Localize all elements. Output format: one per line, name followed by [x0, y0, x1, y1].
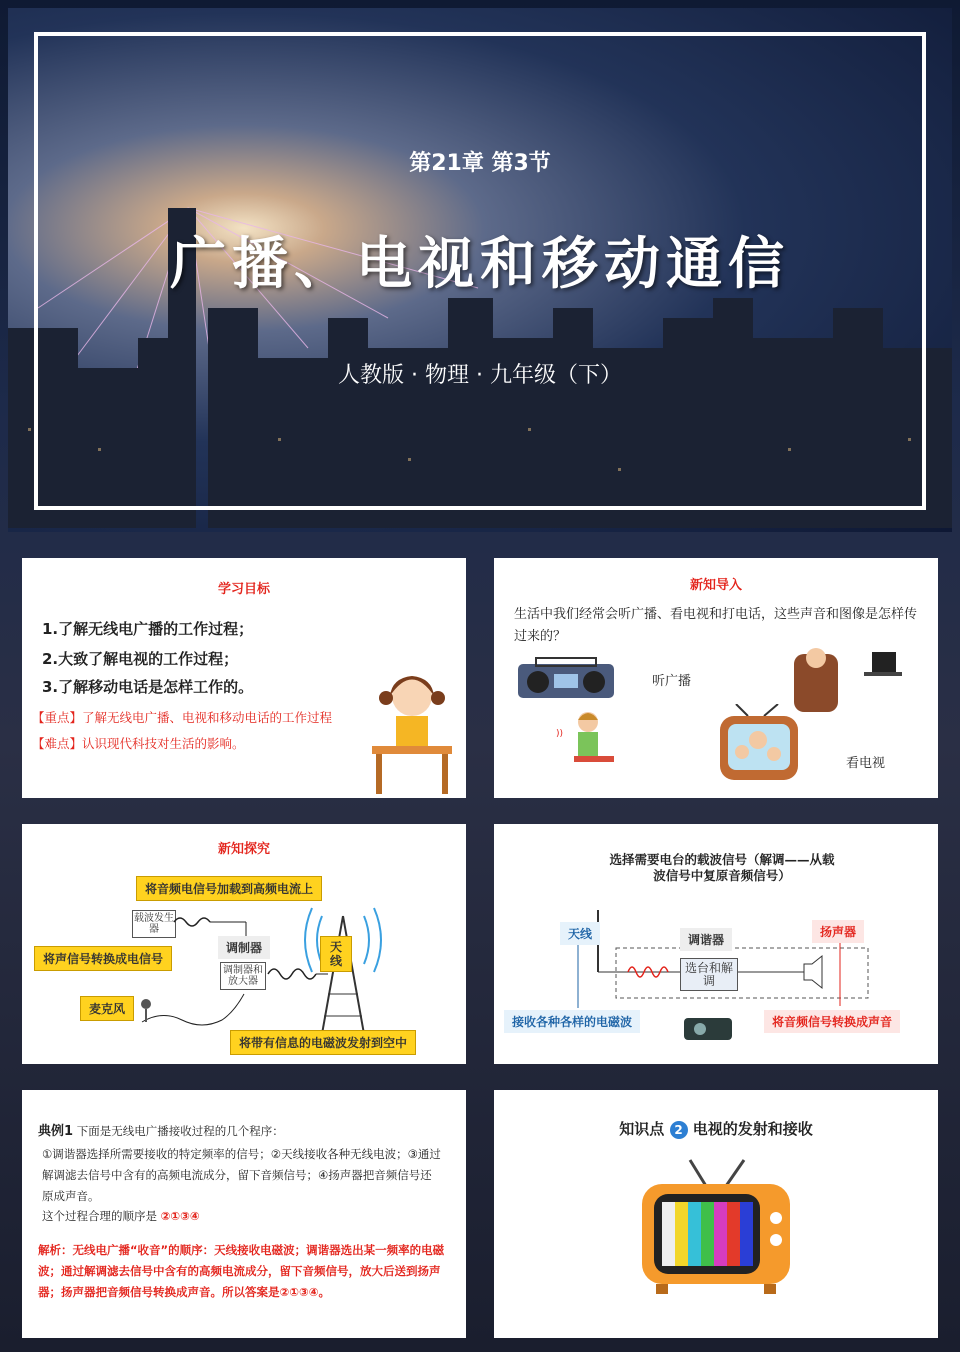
student-illustration	[362, 668, 462, 798]
kp-prefix: 知识点	[619, 1120, 665, 1138]
family-tv-icon	[792, 644, 902, 714]
svg-text:)): ))	[556, 729, 564, 739]
kp-title: 电视的发射和接收	[692, 1120, 813, 1138]
slide-transmission	[22, 824, 466, 1064]
label-emit-wave: 将带有信息的电磁波发射到空中	[230, 1030, 416, 1055]
key-point: 【重点】了解无线电广播、电视和移动电话的工作过程	[32, 710, 333, 725]
audio-to-sound-label: 将音频信号转换成声音	[764, 1010, 900, 1033]
kp-heading	[494, 1118, 938, 1139]
speaker-label: 扬声器	[812, 920, 864, 943]
analysis: 解析：无线电广播“收音”的顺序：天线接收电磁波；调谐器选出某一频率的电磁波；通过解调滤去信号中含有的高频电流成分，留下音频信号，放大后送到扬声器；扬声器把音频信号转换成声音。所以答案是②①③④。	[38, 1243, 445, 1299]
label-load-audio: 将音频电信号加载到高频电流上	[136, 876, 322, 901]
example-question-text: 下面是无线电广播接收过程的几个程序：	[76, 1124, 284, 1138]
label-antenna: 天线	[320, 936, 352, 972]
example-tag: 典例1	[38, 1124, 74, 1139]
demod-box: 选台和解调	[680, 958, 738, 991]
television-icon	[636, 1156, 796, 1296]
tv-family-icon	[714, 704, 804, 784]
cover-subtitle: 人教版 · 物理 · 九年级（下）	[338, 363, 622, 388]
order-prefix: 这个过程合理的顺序是	[42, 1209, 157, 1223]
goal-item-1: 1.了解无线电广播的工作过程；	[42, 620, 254, 638]
goal-item-3: 3.了解移动电话是怎样工作的。	[42, 678, 254, 696]
cover-title: 广播、电视和移动通信	[170, 231, 790, 297]
tuner-label: 调谐器	[680, 928, 732, 951]
cover-slide	[8, 8, 952, 532]
goal-item-2: 2.大致了解电视的工作过程；	[42, 650, 239, 668]
tv-label: 看电视	[846, 756, 886, 771]
modulator-amp-box: 调制器和放大器	[220, 962, 266, 990]
example-options: ①调谐器选择所需要接收的特定频率的信号；②天线接收各种无线电波；③通过解调滤去信号中含有的高频电流成分，留下音频信号；④扬声器把音频信号还原成声音。	[42, 1147, 441, 1203]
radio-icon	[516, 656, 616, 701]
slide-learning-goals	[22, 558, 466, 798]
girl-phone-icon	[550, 706, 630, 786]
slide-intro	[494, 558, 938, 798]
example-order	[42, 1208, 200, 1224]
slide-receiving	[494, 824, 938, 1064]
difficulty-point: 【难点】认识现代科技对生活的影响。	[32, 736, 245, 751]
slide-title: 新知探究	[217, 842, 270, 857]
carrier-generator-box: 载波发生器	[132, 910, 176, 938]
slide-knowledge-point	[494, 1090, 938, 1338]
microphone-label: 麦克风	[80, 996, 134, 1021]
slide-example	[22, 1090, 466, 1338]
slide-title: 新知导入	[689, 578, 742, 593]
answer: ②①③④	[160, 1209, 200, 1223]
label-sound-to-electric: 将声信号转换成电信号	[34, 946, 172, 971]
slide-title: 学习目标	[217, 582, 270, 597]
receive-waves-label: 接收各种各样的电磁波	[504, 1010, 640, 1033]
antenna-label: 天线	[560, 922, 600, 945]
chapter-label: 第21章 第3节	[409, 151, 551, 176]
receive-header: 选择需要电台的载波信号（解调——从载波信号中复原音频信号）	[609, 852, 835, 883]
radio-label: 听广播	[652, 674, 692, 689]
intro-text: 生活中我们经常会听广播、看电视和打电话，这些声音和图像是怎样传过来的？	[514, 607, 918, 644]
example-question	[38, 1120, 448, 1139]
modulator-label: 调制器	[218, 936, 270, 959]
kp-number-badge: 2	[670, 1121, 688, 1139]
